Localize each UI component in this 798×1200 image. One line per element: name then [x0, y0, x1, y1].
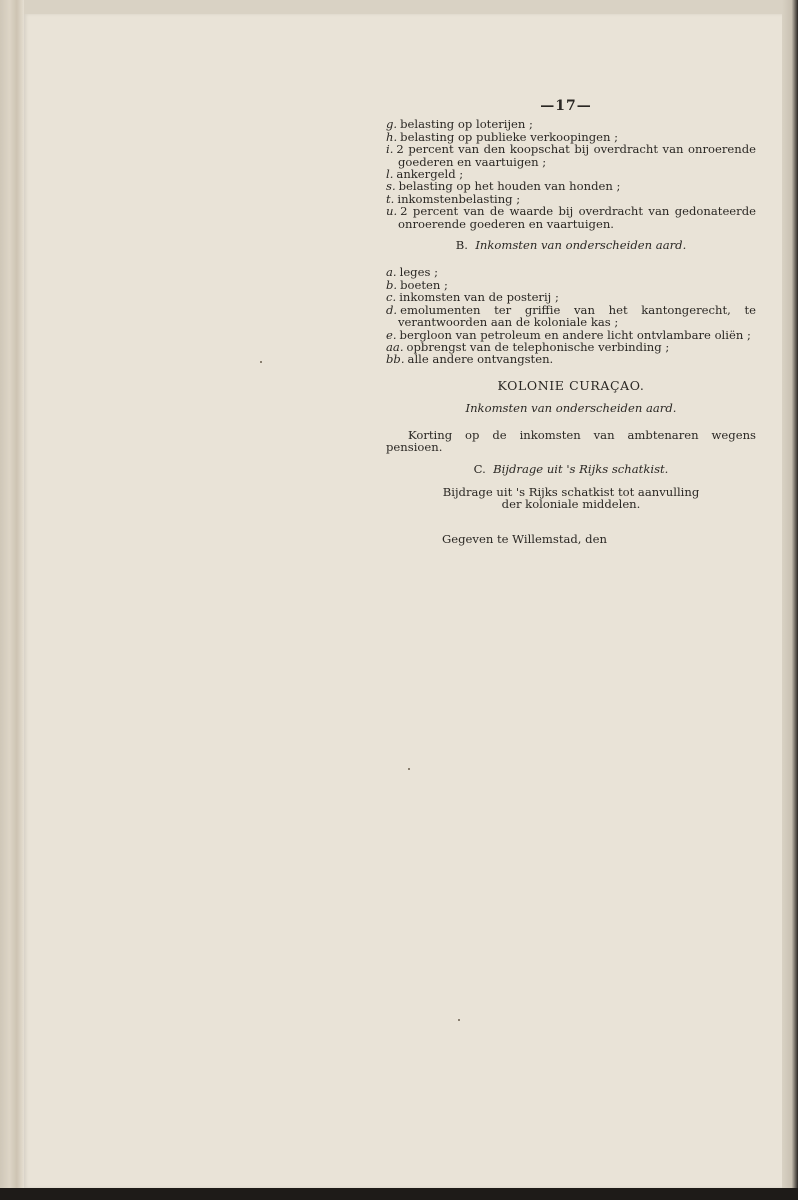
- list-item: c. inkomsten van de posterij ;: [386, 290, 559, 305]
- section-c-heading: C. Bijdrage uit 's Rijks schatkist.: [473, 462, 669, 477]
- colony-subheading: Inkomsten van onderscheiden aard.: [465, 401, 677, 416]
- colony-heading: KOLONIE CURAÇAO.: [497, 377, 645, 393]
- list-item: i. 2 percent van den koopschat bij overdracht van onroerende goederen en vaartuigen ;: [386, 142, 756, 169]
- list-item: a. leges ;: [386, 265, 439, 280]
- list-item: aa. opbrengst van de telephonische verbinding ;: [386, 339, 670, 354]
- list-item: u. 2 percent van de waarde bij overdracht van gedonateerde onroerende goederen en vaartuigen.: [386, 204, 756, 231]
- section-b-heading: B. Inkomsten van onderscheiden aard.: [455, 238, 687, 253]
- list-item: l. ankergeld ;: [386, 167, 464, 182]
- income-list-b: [386, 266, 756, 365]
- list-item: e. bergloon van petroleum en andere licht ontvlambare oliën ;: [386, 327, 751, 342]
- list-item: h. belasting op publieke verkoopingen ;: [386, 129, 619, 144]
- speck: [260, 361, 262, 363]
- list-item: bb. alle andere ontvangsten.: [386, 352, 554, 367]
- page-number: —17—: [540, 98, 592, 114]
- bijdrage-line-1: Bijdrage uit 's Rijks schatkist tot aanvulling: [442, 484, 700, 499]
- speck: [408, 768, 410, 770]
- list-item: t. inkomstenbelasting ;: [386, 191, 521, 206]
- page-binding-edge: [0, 0, 24, 1200]
- speck: [458, 1019, 460, 1021]
- list-item: d. emolumenten ter griffie van het kantongerecht, te verantwoorden aan de koloniale kas ;: [386, 302, 756, 330]
- document-text: [386, 100, 756, 545]
- page-bottom-edge: [0, 1188, 798, 1200]
- bijdrage-line-2: der koloniale middelen.: [501, 497, 641, 512]
- list-item: g. belasting op loterijen ;: [386, 117, 533, 132]
- income-list-a: [386, 118, 756, 230]
- closing-line: Gegeven te Willemstad, den: [442, 531, 607, 546]
- page-right-edge: [782, 0, 798, 1200]
- list-item: s. belasting op het houden van honden ;: [386, 179, 621, 194]
- korting-paragraph: Korting op de inkomsten van ambtenaren wegens pensioen.: [386, 427, 756, 454]
- list-item: b. boeten ;: [386, 277, 448, 292]
